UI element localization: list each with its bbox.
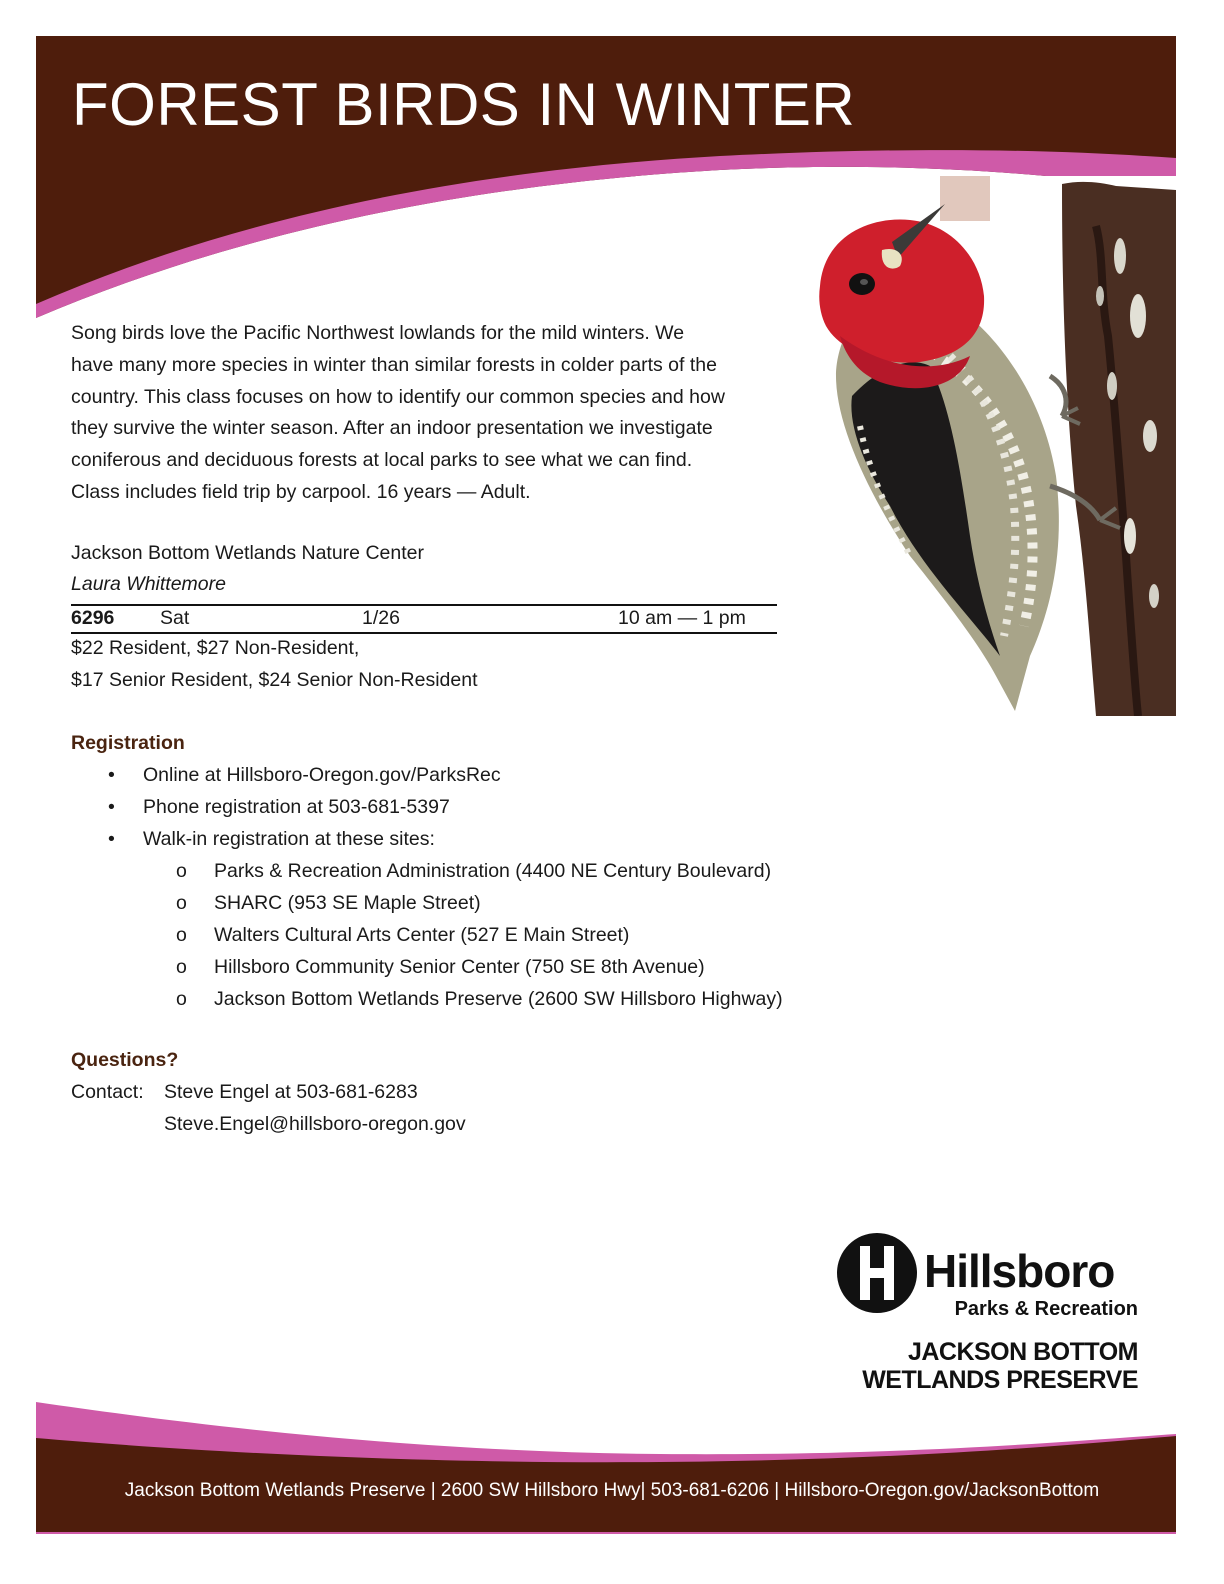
circle-bullet-icon: o	[176, 956, 187, 978]
walkin-site	[176, 924, 629, 947]
walkin-site	[176, 956, 705, 979]
registration-item	[108, 764, 501, 787]
registration-item	[108, 828, 435, 851]
registration-heading: Registration	[71, 732, 185, 754]
contact-name-phone: Steve Engel at 503-681-6283	[164, 1081, 418, 1103]
walkin-site-label: Jackson Bottom Wetlands Preserve (2600 SW Hillsboro Highway)	[214, 988, 783, 1010]
logo-preserve-line: WETLANDS PRESERVE	[862, 1366, 1138, 1394]
class-day: Sat	[160, 607, 190, 629]
logo-wordmark: Hillsboro	[924, 1245, 1115, 1297]
bullet-icon: •	[108, 796, 115, 818]
contact-label: Contact:	[71, 1081, 144, 1103]
registration-online: Online at Hillsboro-Oregon.gov/ParksRec	[143, 764, 501, 786]
logo-preserve-line: JACKSON BOTTOM	[907, 1338, 1138, 1366]
logo-subtitle: Parks & Recreation	[954, 1298, 1138, 1320]
description-line: Song birds love the Pacific Northwest lowlands for the mild winters. We	[71, 322, 685, 344]
class-fees-line: $17 Senior Resident, $24 Senior Non-Resident	[71, 669, 478, 691]
contact-email: Steve.Engel@hillsboro-oregon.gov	[164, 1113, 466, 1135]
class-time: 10 am — 1 pm	[618, 607, 746, 629]
class-date: 1/26	[362, 607, 400, 629]
bullet-icon: •	[108, 828, 115, 850]
questions-heading: Questions?	[71, 1049, 179, 1071]
walkin-site	[176, 892, 481, 915]
description-line: coniferous and deciduous forests at local parks to see what we can find.	[71, 449, 693, 472]
circle-bullet-icon: o	[176, 988, 187, 1010]
description-line: have many more species in winter than similar forests in colder parts of the	[71, 353, 717, 376]
circle-bullet-icon: o	[176, 860, 187, 882]
class-instructor: Laura Whittemore	[71, 573, 226, 595]
circle-bullet-icon: o	[176, 924, 187, 946]
description-line: country. This class focuses on how to identify our common species and how	[71, 385, 725, 408]
walkin-site	[176, 988, 783, 1011]
walkin-site	[176, 860, 771, 883]
bullet-icon: •	[108, 764, 115, 786]
walkin-site-label: Parks & Recreation Administration (4400 NE Century Boulevard)	[214, 860, 772, 882]
woodpecker-photo	[800, 176, 1176, 716]
walkin-site-label: Walters Cultural Arts Center (527 E Main Street)	[214, 924, 630, 946]
class-location: Jackson Bottom Wetlands Nature Center	[71, 542, 424, 564]
description-line: Class includes field trip by carpool. 16 years — Adult.	[71, 480, 531, 503]
description-paragraph	[71, 318, 786, 509]
registration-phone: Phone registration at 503-681-5397	[143, 796, 450, 818]
walkin-site-label: SHARC (953 SE Maple Street)	[214, 892, 481, 914]
walkin-site-label: Hillsboro Community Senior Center (750 SE 8th Avenue)	[214, 956, 705, 978]
class-code: 6296	[71, 607, 115, 629]
registration-item	[108, 796, 450, 819]
registration-walkin: Walk-in registration at these sites:	[143, 828, 435, 850]
footer-contact-text: Jackson Bottom Wetlands Preserve | 2600 SW Hillsboro Hwy| 503-681-6206 | Hillsboro-Oregon.gov/JacksonBottom	[124, 1480, 1100, 1501]
description-line: they survive the winter season. After an indoor presentation we investigate	[71, 417, 713, 440]
page-title: FOREST BIRDS IN WINTER	[72, 71, 856, 138]
class-schedule-row	[71, 604, 777, 634]
class-fees-line: $22 Resident, $27 Non-Resident,	[71, 637, 360, 659]
hillsboro-logo	[836, 1232, 1146, 1402]
hillsboro-h-logo-icon	[836, 1232, 918, 1314]
circle-bullet-icon: o	[176, 892, 187, 914]
